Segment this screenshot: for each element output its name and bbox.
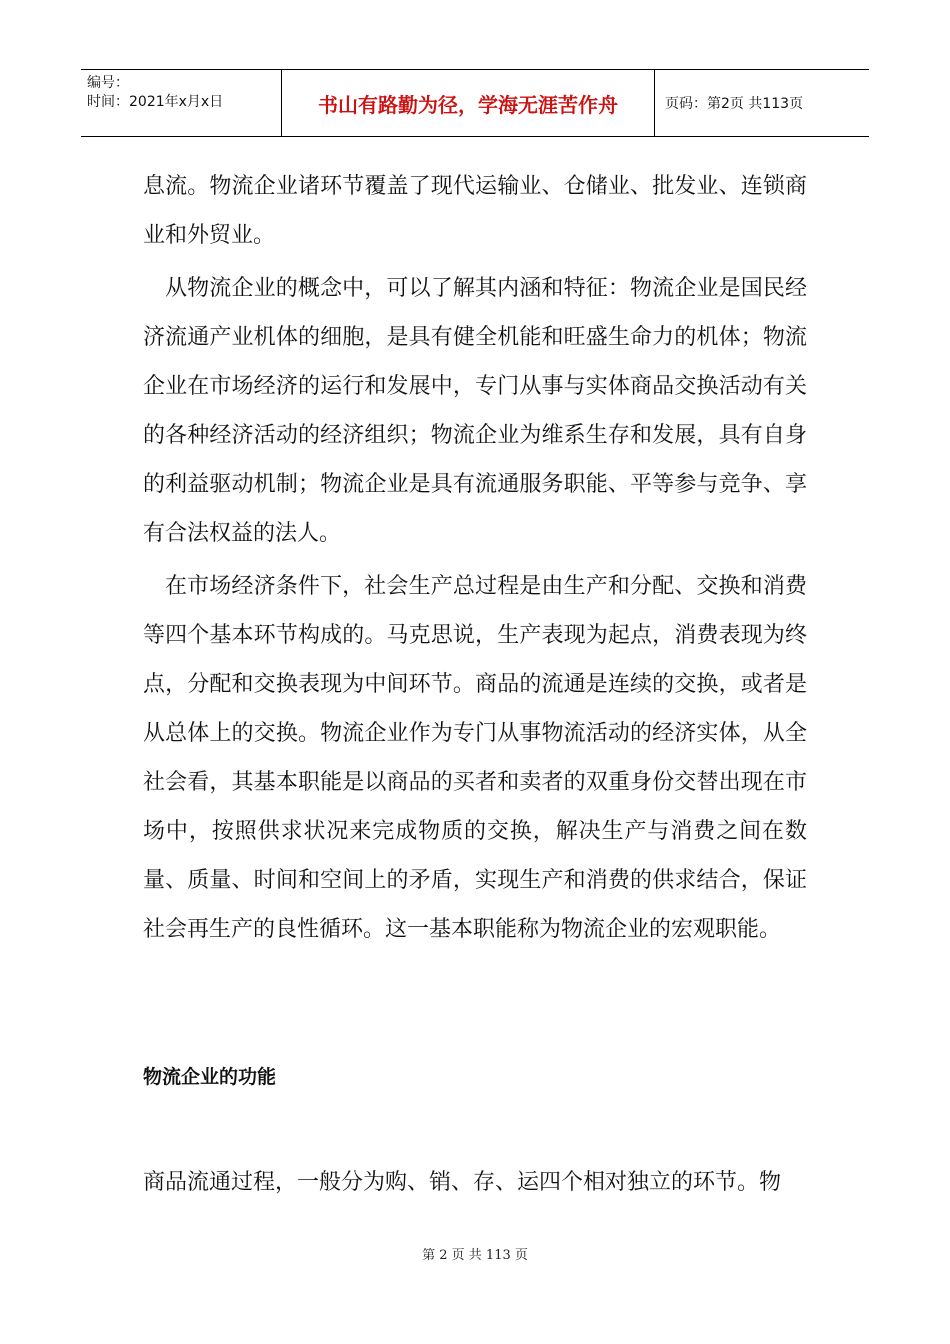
document-body — [143, 162, 807, 954]
paragraph-3: 在市场经济条件下，社会生产总过程是由生产和分配、交换和消费等四个基本环节构成的。马克思说，生产表现为起点，消费表现为终点，分配和交换表现为中间环节。商品的流通是连续的交换，或者是从总体上的交换。物流企业作为专门从事物流活动的经济实体，从全社会看，其基本职能是以商品的买者和卖者的双重身份交替出现在市场中，按照供求状况来完成物质的交换，解决生产与消费之间在数量、质量、时间和空间上的矛盾，实现生产和消费的供求结合，保证社会再生产的良性循环。这一基本职能称为物流企业的宏观职能。 — [143, 574, 807, 942]
header-page-info: 页码：第2页 共113页 — [665, 96, 804, 112]
header-motto-cell — [281, 70, 655, 136]
paragraph-2: 从物流企业的概念中，可以了解其内涵和特征：物流企业是国民经济流通产业机体的细胞，是具有健全机能和旺盛生命力的机体；物流企业在市场经济的运行和发展中，专门从事与实体商品交换活动有关的各种经济活动的经济组织；物流企业为维系生存和发展，具有自身的利益驱动机制；物流企业是具有流通服务职能、平等参与竞争、享有合法权益的法人。 — [143, 276, 807, 546]
header-meta-cell — [81, 70, 281, 136]
page-footer: 第 2 页 共 113 页 — [422, 1248, 528, 1263]
time-label: 时间：2021年x月x日 — [87, 94, 224, 110]
motto-text: 书山有路勤为径，学海无涯苦作舟 — [318, 92, 618, 117]
section-heading: 物流企业的功能 — [143, 1066, 277, 1088]
page-header — [81, 69, 869, 137]
serial-label: 编号： — [87, 75, 129, 91]
header-page-cell — [655, 70, 869, 136]
paragraph-1: 息流。物流企业诸环节覆盖了现代运输业、仓储业、批发业、连锁商业和外贸业。 — [143, 174, 807, 248]
paragraph-4: 商品流通过程，一般分为购、销、存、运四个相对独立的环节。物 — [143, 1170, 782, 1195]
